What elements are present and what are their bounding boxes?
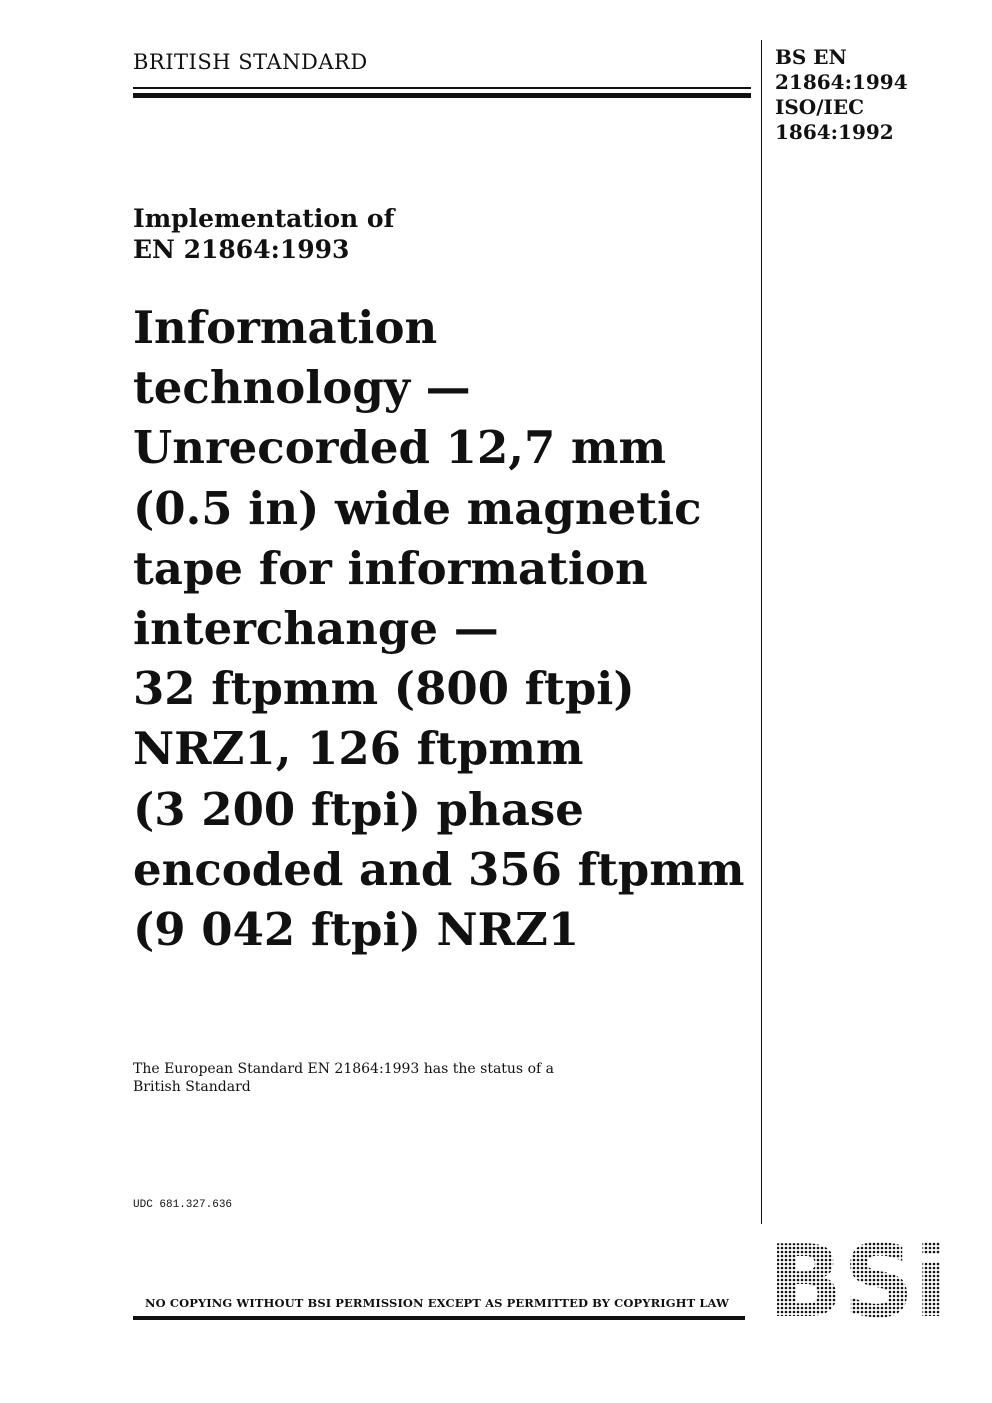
standard-number-line: BS EN xyxy=(775,45,847,69)
udc-code: UDC 681.327.636 xyxy=(133,1199,233,1211)
copyright-rule xyxy=(133,1316,745,1320)
standard-number-line: 21864:1994 xyxy=(775,70,908,94)
title-line: (9 042 ftpi) NRZ1 xyxy=(133,903,580,957)
standard-number-line: 1864:1992 xyxy=(775,120,894,144)
status-line: The European Standard EN 21864:1993 has the status of a xyxy=(133,1061,554,1077)
title-line: Unrecorded 12,7 mm xyxy=(133,421,667,475)
header-rule-thin xyxy=(133,87,751,89)
title-line: technology — xyxy=(133,361,471,415)
title-line: (0.5 in) wide magnetic xyxy=(133,481,702,535)
vertical-divider xyxy=(761,40,762,1224)
copyright-notice: NO COPYING WITHOUT BSI PERMISSION EXCEPT AS PERMITTED BY COPYRIGHT LAW xyxy=(145,1296,730,1310)
title-line: tape for information xyxy=(133,541,648,595)
title-line: encoded and 356 ftpmm xyxy=(133,842,745,896)
bsi-logo xyxy=(768,1242,948,1320)
standard-numbers xyxy=(775,45,908,145)
implementation-line: EN 21864:1993 xyxy=(133,235,350,264)
standard-number-line: ISO/IEC xyxy=(775,95,865,119)
title-line: interchange — xyxy=(133,602,499,656)
title-line: NRZ1, 126 ftpmm xyxy=(133,722,584,776)
implementation-line: Implementation of xyxy=(133,204,395,233)
status-line: British Standard xyxy=(133,1079,251,1095)
title-line: Information xyxy=(133,301,438,354)
status-statement xyxy=(133,1060,554,1096)
title-line: 32 ftpmm (800 ftpi) xyxy=(133,662,635,716)
title-line: (3 200 ftpi) phase xyxy=(133,782,584,836)
header-label: BRITISH STANDARD xyxy=(133,50,368,74)
implementation-note xyxy=(133,203,394,265)
header-rule-thick xyxy=(133,93,751,98)
document-title xyxy=(133,298,753,960)
